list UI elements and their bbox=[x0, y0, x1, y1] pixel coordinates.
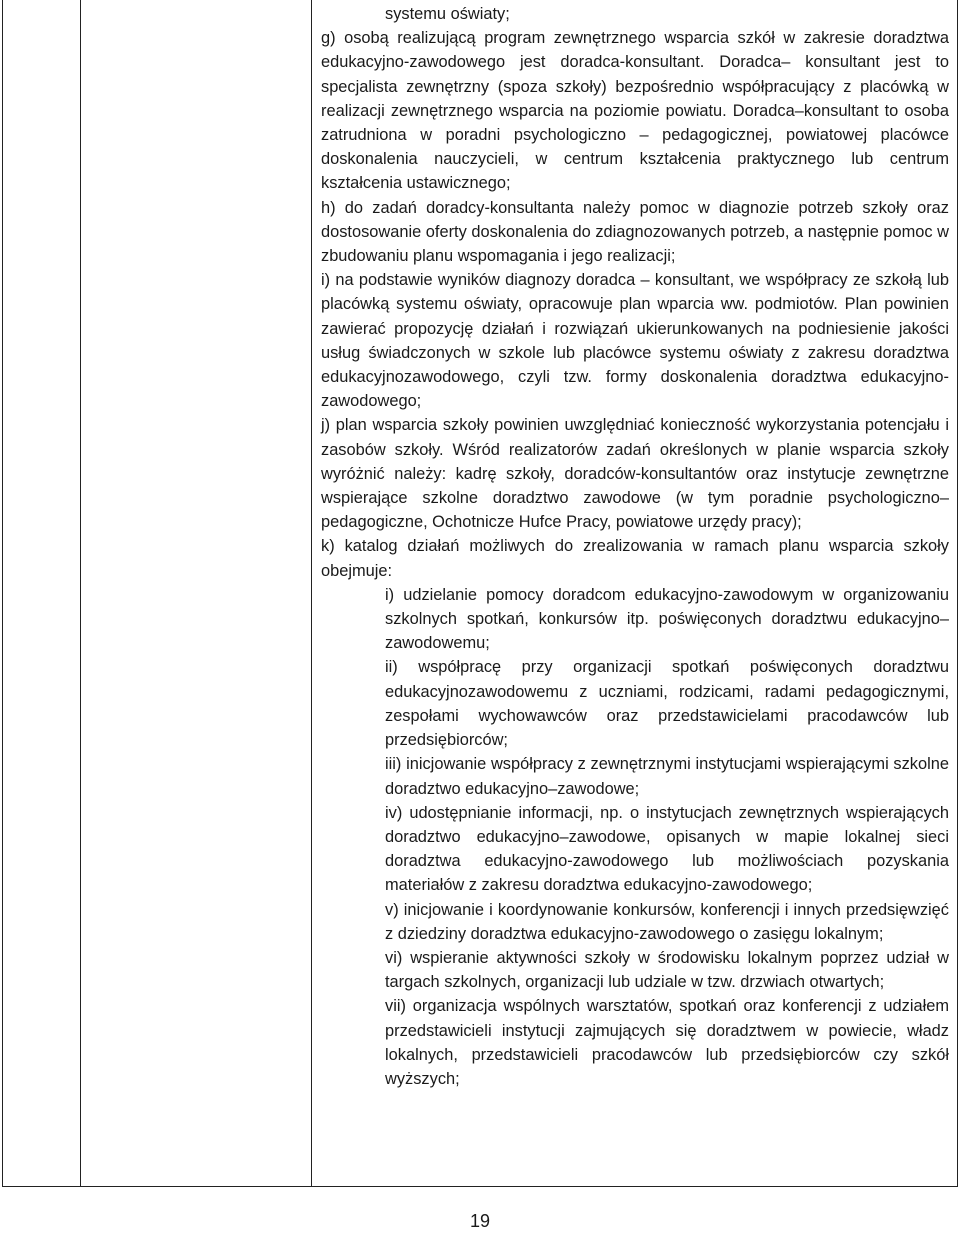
list-item: ii) współpracę przy organizacji spotkań poświęconych doradztwu edukacyjnozawodowemu z uczniami, rodzicami, radami pedagogicznymi, zespołami wychowawców oraz przedstawicielami pracodawców lub przedsiębiorców; bbox=[385, 658, 949, 750]
paragraph-i: i) na podstawie wyników diagnozy doradca – konsultant, we współpracy ze szkołą lub placówką systemu oświaty, opracowuje plan wparcia ww. podmiotów. Plan powinien zawierać propozycję działań i rozwiązań ukierunkowanych na podniesienie jakości usług świadczonych w szkole lub placówce systemu oświaty z zakresu doradztwa edukacyjnozawodowego, czyli tzw. formy doskonalenia doradztwa edukacyjno-zawodowego; bbox=[321, 271, 949, 411]
list-item: vi) wspieranie aktywności szkoły w środowisku lokalnym poprzez udział w targach szkolnych, organizacji lub udziale w tzw. drzwiach otwartych; bbox=[385, 948, 949, 992]
paragraph-k: k) katalog działań możliwych do zrealizowania w ramach planu wsparcia szkoły obejmuje: bbox=[321, 537, 949, 580]
list-item: vii) organizacja wspólnych warsztatów, spotkań oraz konferencji z udziałem przedstawicieli instytucji zajmujących się doradztwem w powiecie, władz lokalnych, przedstawicieli pracodawców lub przedsiębiorców czy szkół wyższych; bbox=[385, 997, 949, 1088]
paragraph-h: h) do zadań doradcy-konsultanta należy pomoc w diagnozie potrzeb szkoły oraz dostosowanie oferty doskonalenia do zdiagnozowanych potrzeb, a następnie pomoc w zbudowaniu planu wspomagania i jego realizacji; bbox=[321, 198, 949, 266]
page-number: 19 bbox=[469, 1211, 491, 1231]
table-column-divider bbox=[311, 0, 312, 1186]
list-item: v) inicjowanie i koordynowanie konkursów, konferencji i innych przedsięwzięć z dziedziny doradztwa edukacyjno-zawodowego o zasięgu lokalnym; bbox=[385, 900, 949, 943]
paragraph-g: g) osobą realizującą program zewnętrznego wsparcia szkół w zakresie doradztwa edukacyjno-zawodowego jest doradca-konsultant. Doradca– konsultant jest to specjalista zewnętrzny (spoza szkoły) bezpośrednio współpracujący z placówką w realizacji zewnętrznego wsparcia na poziomie powiatu. Doradca–konsultant to osoba zatrudniona w poradni psychologiczno – pedagogicznej, powiatowej placówce doskonalenia nauczycieli, w centrum kształcenia praktycznego lub centrum kształcenia ustawicznego; bbox=[321, 29, 949, 193]
table-content-cell bbox=[321, 2, 949, 1091]
list-item: i) udzielanie pomocy doradcom edukacyjno-zawodowym w organizowaniu szkolnych spotkań, konkursów itp. poświęconych doradztwu edukacyjno–zawodowemu; bbox=[385, 585, 949, 653]
list-item: iii) inicjowanie współpracy z zewnętrznymi instytucjami wspierającymi szkolne doradztwo edukacyjno–zawodowe; bbox=[385, 755, 949, 798]
paragraph-j: j) plan wsparcia szkoły powinien uwzględniać konieczność wykorzystania potencjału i zasobów szkoły. Wśród realizatorów zadań określonych w planie wsparcia szkoły wyróżnić należy: kadrę szkoły, doradców-konsultantów oraz instytucje zewnętrzne wspierające szkolne doradztwo zawodowe (w tym poradnie psychologiczno–pedagogiczne, Ochotnicze Hufce Pracy, powiatowe urzędy pracy); bbox=[321, 416, 949, 532]
table-column-divider bbox=[80, 0, 81, 1186]
list-item: iv) udostępnianie informacji, np. o instytucjach zewnętrznych wspierających doradztwo edukacyjno–zawodowe, opisanych w mapie lokalnej sieci doradztwa edukacyjno-zawodowego lub możliwościach pozyskania materiałów z zakresu doradztwa edukacyjno-zawodowego; bbox=[385, 803, 949, 895]
paragraph-continuation: systemu oświaty; bbox=[385, 5, 510, 23]
